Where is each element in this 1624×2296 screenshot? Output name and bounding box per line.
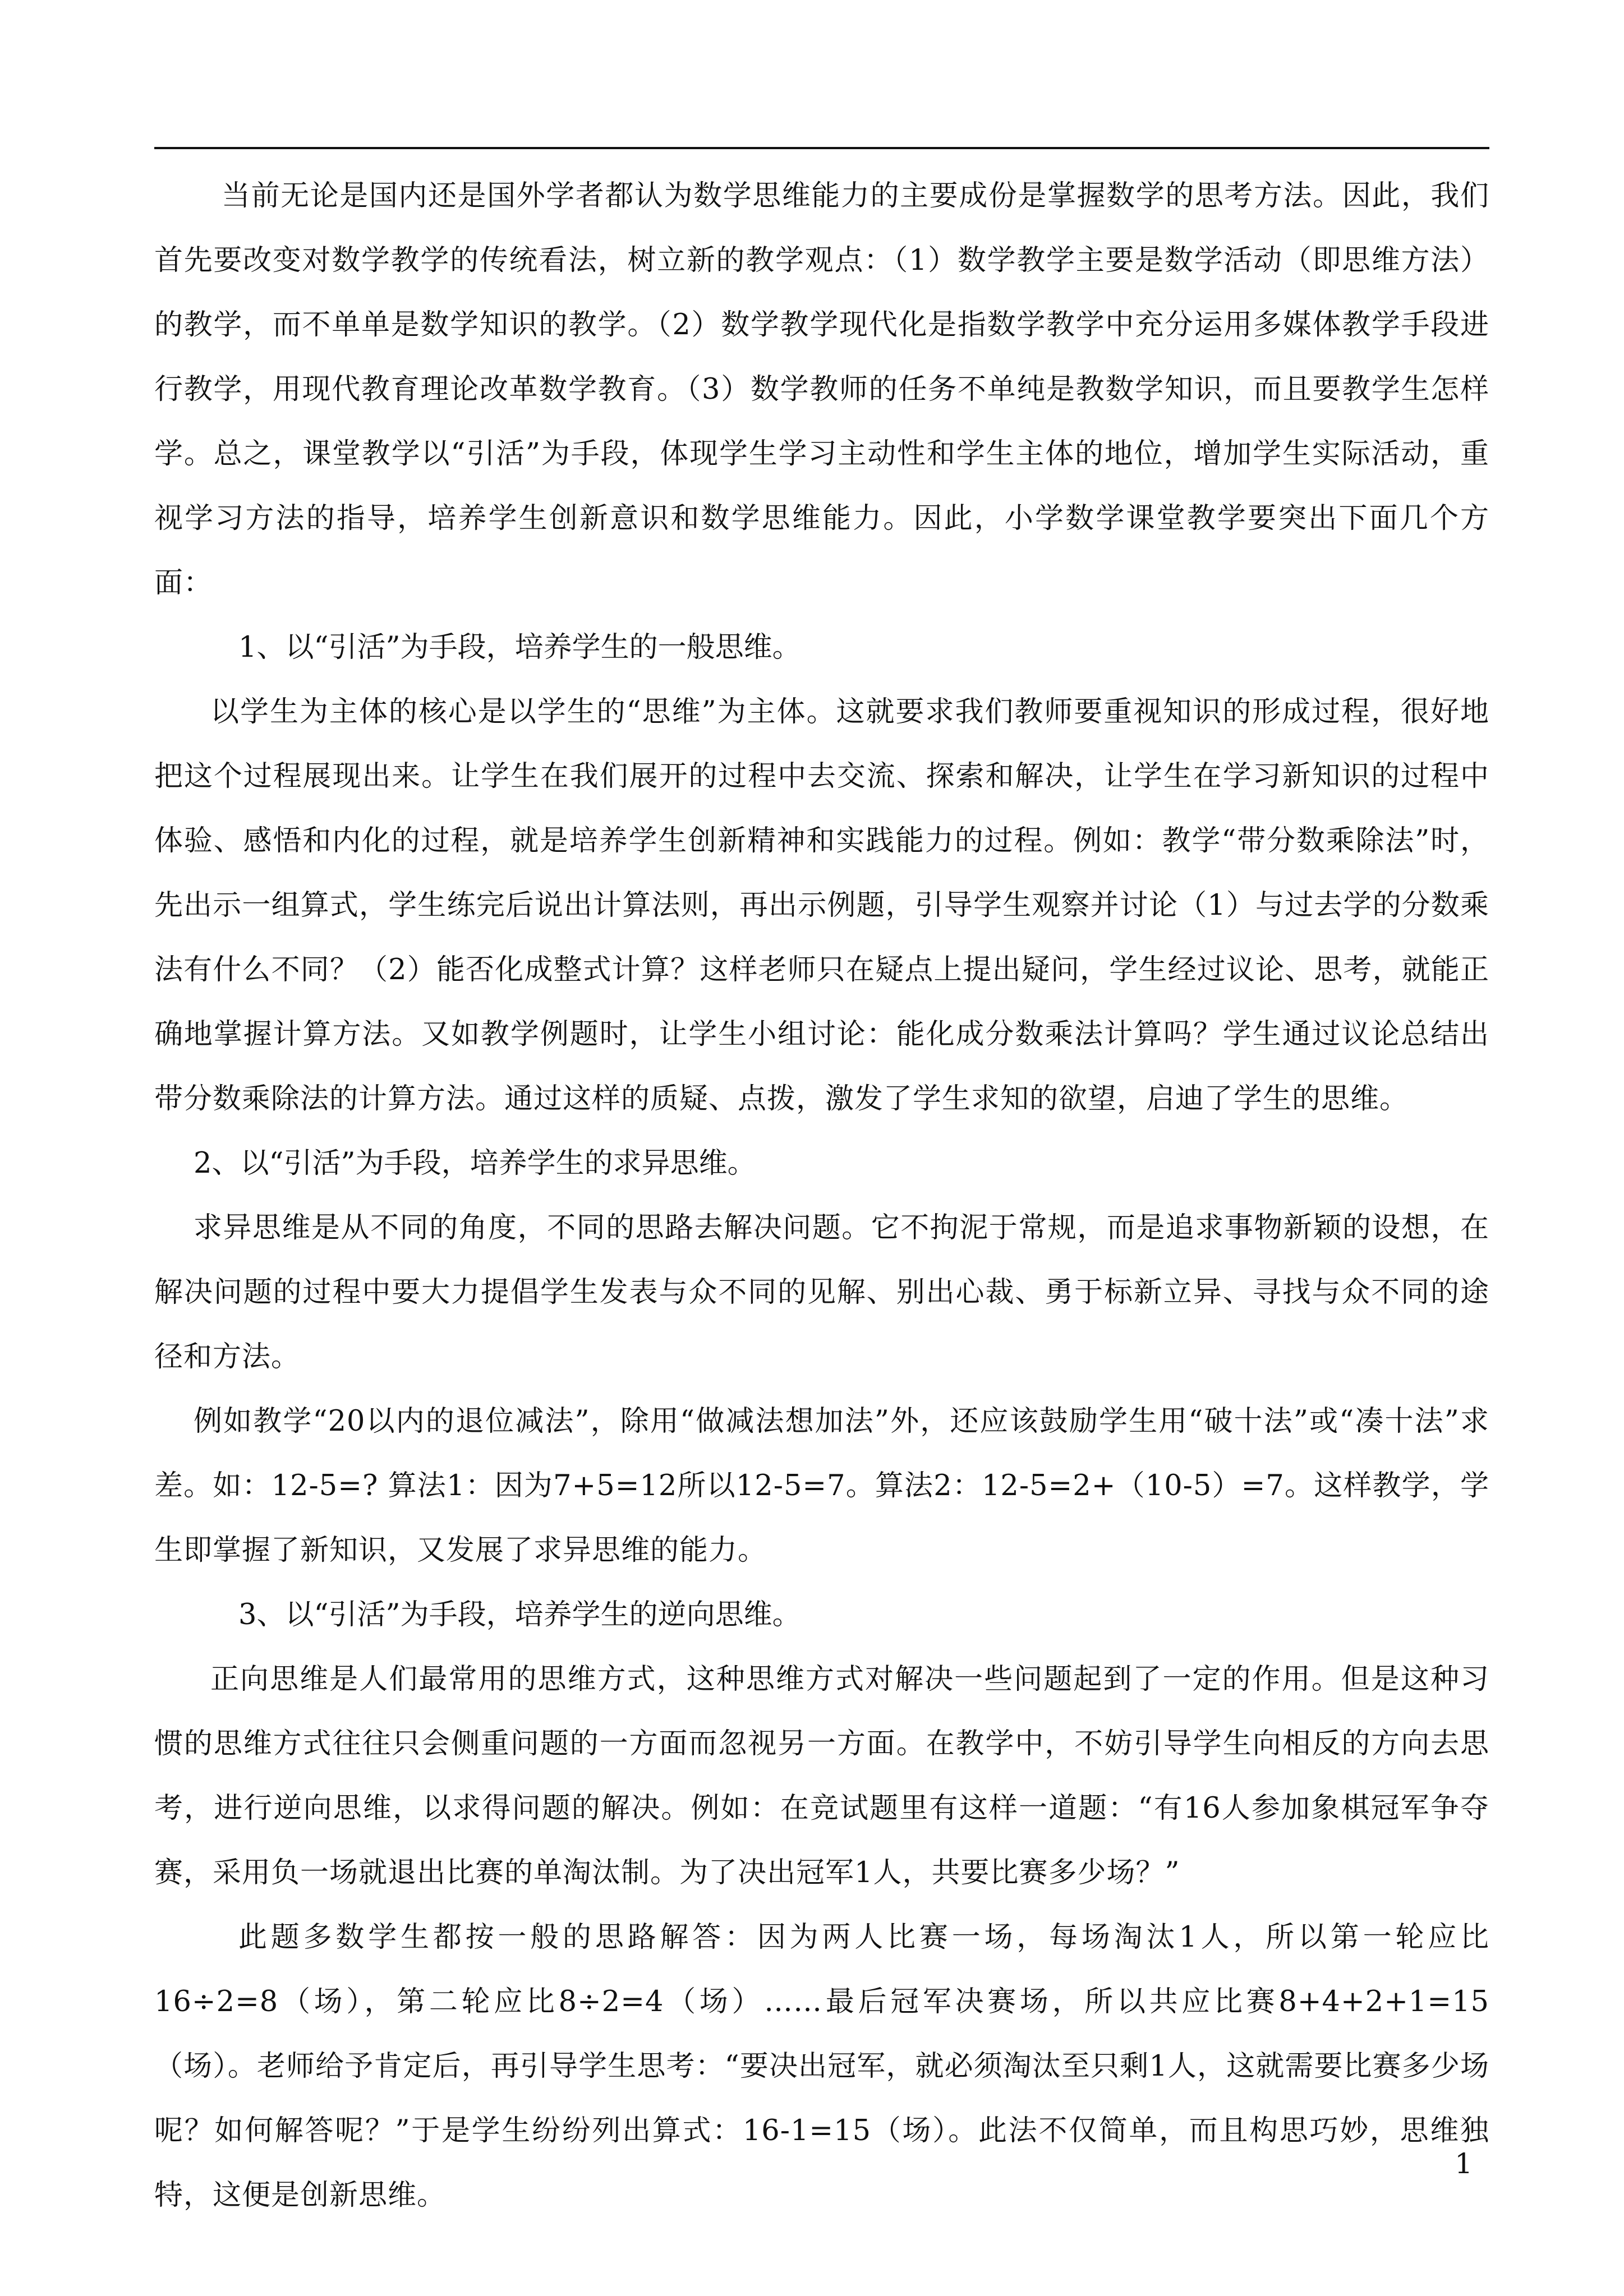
paragraph-subtraction-example: 例如教学“20以内的退位减法”，除用“做减法想加法”外，还应该鼓励学生用“破十法”或“凑十法”求差。如：12-5=? 算法1：因为7+5=12所以12-5=7。算法2：12-5=2+（10-5）=7。这样教学，学生即掌握了新知识，又发展了求异思维的能力。: [154, 1405, 1489, 1567]
header-rule: [154, 147, 1489, 149]
paragraph-divergent-thinking: 求异思维是从不同的角度，不同的思路去解决问题。它不拘泥于常规，而是追求事物新颖的设想，在解决问题的过程中要大力提倡学生发表与众不同的见解、别出心裁、勇于标新立异、寻找与众不同的途径和方法。: [154, 1211, 1489, 1373]
paragraph-chess-example: 此题多数学生都按一般的思路解答：因为两人比赛一场，每场淘汰1人，所以第一轮应比16÷2=8（场），第二轮应比8÷2=4（场）……最后冠军决赛场，所以共应比赛8+4+2+1=15（场）。老师给予肯定后，再引导学生思考：“要决出冠军，就必须淘汰至只剩1人，这就需要比赛多少场呢？如何解答呢？”于是学生纷纷列出算式：16-1=15（场）。此法不仅简单，而且构思巧妙，思维独特，这便是创新思维。: [154, 1921, 1489, 2212]
paragraph-intro: 当前无论是国内还是国外学者都认为数学思维能力的主要成份是掌握数学的思考方法。因此，我们首先要改变对数学教学的传统看法，树立新的教学观点：（1）数学教学主要是数学活动（即思维方法）的教学，而不单单是数学知识的教学。（2）数学教学现代化是指数学教学中充分运用多媒体教学手段进行教学，用现代教育理论改革数学教育。（3）数学教师的任务不单纯是教数学知识，而且要教学生怎样学。总之，课堂教学以“引活”为手段，体现学生学习主动性和学生主体的地位，增加学生实际活动，重视学习方法的指导，培养学生创新意识和数学思维能力。因此，小学数学课堂教学要突出下面几个方面：: [154, 179, 1489, 600]
section-heading-2: 2、以“引活”为手段，培养学生的求异思维。: [194, 1147, 756, 1180]
page-number: 1: [1455, 2147, 1473, 2180]
section-heading-3: 3、以“引活”为手段，培养学生的逆向思维。: [238, 1598, 801, 1631]
paragraph-general-thinking: 以学生为主体的核心是以学生的“思维”为主体。这就要求我们教师要重视知识的形成过程，很好地把这个过程展现出来。让学生在我们展开的过程中去交流、探索和解决，让学生在学习新知识的过程中体验、感悟和内化的过程，就是培养学生创新精神和实践能力的过程。例如：教学“带分数乘除法”时，先出示一组算式，学生练完后说出计算法则，再出示例题，引导学生观察并讨论（1）与过去学的分数乘法有什么不同？（2）能否化成整式计算？这样老师只在疑点上提出疑问，学生经过议论、思考，就能正确地掌握计算方法。又如教学例题时，让学生小组讨论：能化成分数乘法计算吗？学生通过议论总结出带分数乘除法的计算方法。通过这样的质疑、点拨，激发了学生求知的欲望，启迪了学生的思维。: [154, 695, 1489, 1115]
paragraph-reverse-thinking: 正向思维是人们最常用的思维方式，这种思维方式对解决一些问题起到了一定的作用。但是这种习惯的思维方式往往只会侧重问题的一方面而忽视另一方面。在教学中，不妨引导学生向相反的方向去思考，进行逆向思维，以求得问题的解决。例如：在竞试题里有这样一道题：“有16人参加象棋冠军争夺赛，采用负一场就退出比赛的单淘汰制。为了决出冠军1人，共要比赛多少场？”: [154, 1663, 1489, 1889]
document-body: [154, 164, 1489, 2228]
section-heading-1: 1、以“引活”为手段，培养学生的一般思维。: [238, 631, 801, 664]
